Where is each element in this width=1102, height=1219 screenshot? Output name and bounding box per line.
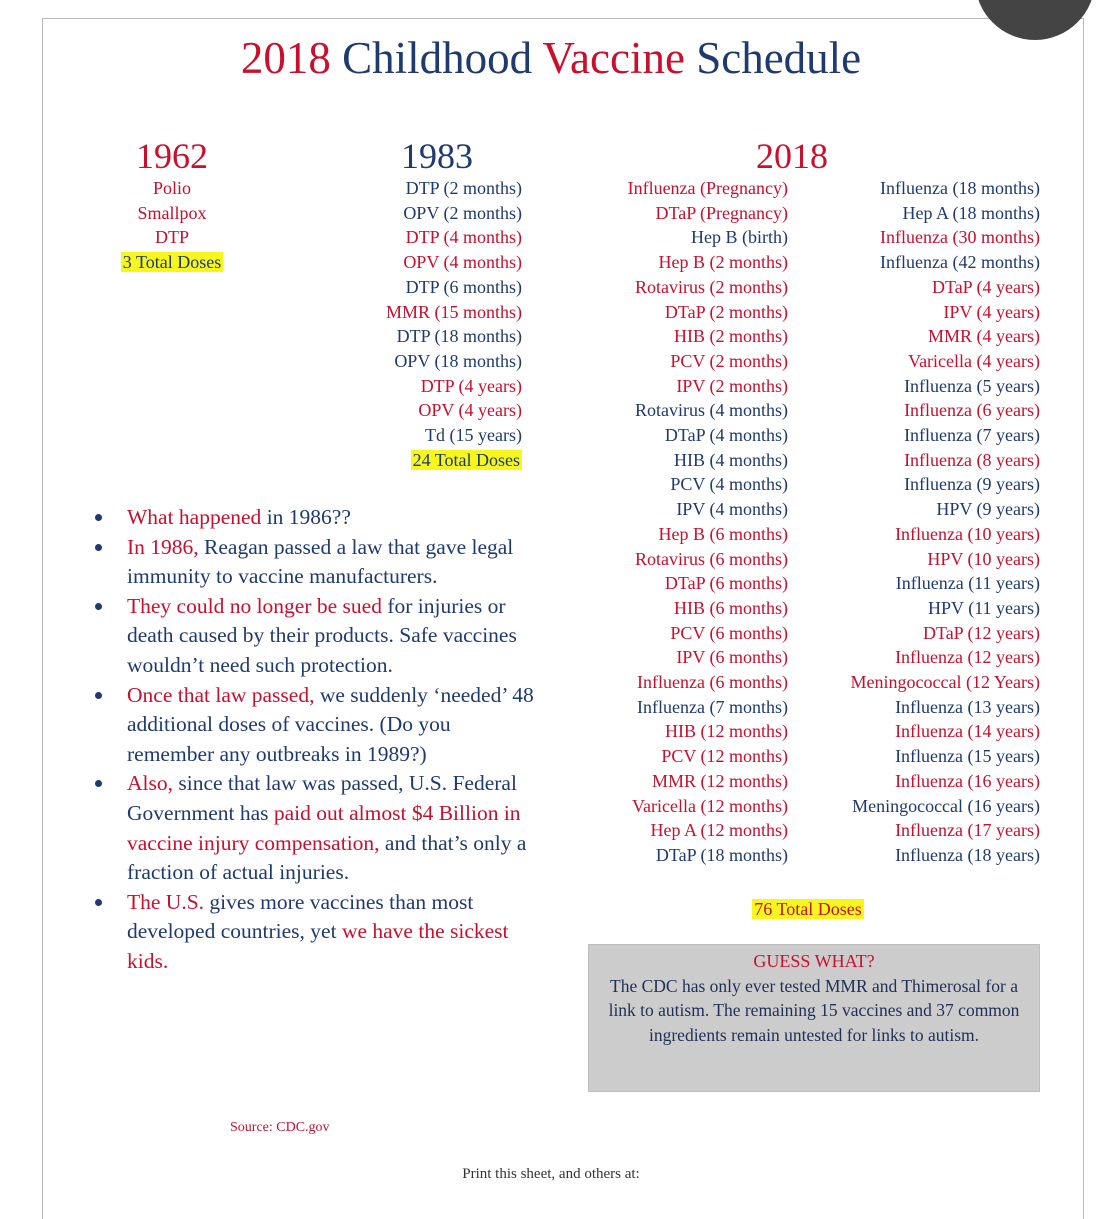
schedule-entry: Hep A (12 months) xyxy=(650,820,788,841)
column-1962 xyxy=(72,176,272,275)
schedule-entry: Meningococcal (12 Years) xyxy=(850,672,1040,693)
schedule-entry: Influenza (42 months) xyxy=(880,252,1040,273)
schedule-entry: DTaP (18 months) xyxy=(655,844,788,865)
column-2018-left xyxy=(560,176,788,868)
schedule-entry: IPV (4 years) xyxy=(943,301,1040,322)
schedule-entry: Influenza (6 months) xyxy=(637,672,788,693)
schedule-entry: DTP xyxy=(154,227,189,248)
total-row xyxy=(72,250,272,275)
bullet-item xyxy=(92,681,542,770)
guess-what-title: GUESS WHAT? xyxy=(753,951,875,971)
column-1983 xyxy=(300,176,522,472)
schedule-entry: Influenza (5 years) xyxy=(904,375,1040,396)
schedule-entry: Rotavirus (6 months) xyxy=(635,548,788,569)
schedule-entry: Influenza (18 years) xyxy=(895,844,1040,865)
bullet-text: we suddenly ‘needed’ 48 additional doses of vaccines. (Do you remember any outbreaks in 1989?) xyxy=(127,682,534,766)
bullet-text: Also, xyxy=(127,771,173,796)
schedule-entry: Influenza (7 months) xyxy=(637,696,788,717)
bullet-text: Once that law passed, xyxy=(127,682,315,707)
schedule-entry: Hep B (birth) xyxy=(691,227,788,248)
schedule-entry: DTP (18 months) xyxy=(396,326,522,347)
schedule-entry: HIB (6 months) xyxy=(674,597,788,618)
schedule-entry: DTP (6 months) xyxy=(405,276,522,297)
schedule-entry: MMR (12 months) xyxy=(651,770,788,791)
bullet-text: we have the sickest kids. xyxy=(127,919,509,973)
schedule-entry: Rotavirus (2 months) xyxy=(635,276,788,297)
bullet-item xyxy=(92,533,542,592)
schedule-entry: HPV (11 years) xyxy=(928,597,1040,618)
bullet-text: for injuries or death caused by their products. Safe vaccines wouldn’t need such protection. xyxy=(127,593,517,677)
bullet-dot-icon xyxy=(95,514,102,521)
schedule-entry: Influenza (6 years) xyxy=(904,400,1040,421)
title-part-schedule: Schedule xyxy=(696,33,862,83)
bullet-text: since that law was passed, U.S. Federal Government has xyxy=(127,771,517,825)
schedule-entry: HIB (2 months) xyxy=(674,326,788,347)
schedule-entry: Influenza (11 years) xyxy=(895,573,1040,594)
schedule-entry: OPV (4 years) xyxy=(418,400,522,421)
schedule-entry: HIB (12 months) xyxy=(665,721,788,742)
total-doses-1983: 24 Total Doses xyxy=(412,449,520,470)
bullet-item xyxy=(92,769,542,887)
title-part-year: 2018 xyxy=(240,33,331,83)
bullet-text: The U.S. xyxy=(127,889,205,914)
bullet-text: What happened xyxy=(127,505,262,529)
schedule-entry: DTaP (2 months) xyxy=(664,301,788,322)
bullet-item xyxy=(92,888,542,977)
guess-what-body: The CDC has only ever tested MMR and Thimerosal for a link to autism. The remaining 15 vaccines and 37 common ingredients remain untested for links to autism. xyxy=(608,975,1020,1045)
bullet-dot-icon xyxy=(95,603,102,610)
print-note: Print this sheet, and others at: xyxy=(462,1166,640,1182)
schedule-entry: HIB (4 months) xyxy=(674,449,788,470)
schedule-entry: OPV (4 months) xyxy=(403,252,522,273)
schedule-entry: Influenza (Pregnancy) xyxy=(627,178,788,198)
total-row xyxy=(300,448,522,473)
schedule-entry: HPV (9 years) xyxy=(936,499,1040,520)
year-heading-1983: 1983 xyxy=(401,136,473,176)
schedule-entry: DTaP (4 years) xyxy=(931,276,1040,297)
schedule-entry: OPV (18 months) xyxy=(394,350,522,371)
schedule-entry: Hep B (2 months) xyxy=(658,252,788,273)
schedule-entry: Influenza (8 years) xyxy=(904,449,1040,470)
bullet-text: They could no longer be sued xyxy=(127,593,382,618)
schedule-entry: Varicella (4 years) xyxy=(908,350,1040,371)
schedule-entry: IPV (4 months) xyxy=(676,499,788,520)
schedule-entry: Hep B (6 months) xyxy=(658,523,788,544)
schedule-entry: HPV (10 years) xyxy=(927,548,1040,569)
schedule-entry: Influenza (14 years) xyxy=(895,721,1040,742)
schedule-entry: Influenza (18 months) xyxy=(880,178,1040,198)
bullet-text: paid out almost $4 Billion in vaccine injury compensation, xyxy=(127,800,521,855)
schedule-entry: Influenza (12 years) xyxy=(895,647,1040,668)
year-heading-2018: 2018 xyxy=(756,136,828,176)
schedule-entry: Influenza (16 years) xyxy=(895,770,1040,791)
bullet-list xyxy=(92,503,542,977)
bullet-dot-icon xyxy=(95,544,102,551)
schedule-entry: Influenza (17 years) xyxy=(895,820,1040,841)
schedule-entry: Smallpox xyxy=(137,202,207,223)
schedule-entry: DTaP (12 years) xyxy=(922,622,1040,643)
schedule-entry: IPV (2 months) xyxy=(676,375,788,396)
bullet-text: In 1986, xyxy=(127,534,199,559)
total-doses-2018: 76 Total Doses xyxy=(754,899,862,919)
schedule-entry: IPV (6 months) xyxy=(676,647,788,668)
schedule-entry: OPV (2 months) xyxy=(403,202,522,223)
schedule-entry: Influenza (10 years) xyxy=(895,523,1040,544)
total-2018-row xyxy=(728,897,888,922)
schedule-entry: Influenza (13 years) xyxy=(895,696,1040,717)
schedule-entry: DTP (4 years) xyxy=(420,375,522,396)
schedule-entry: PCV (12 months) xyxy=(661,746,788,767)
bullet-text: gives more vaccines than most developed countries, yet xyxy=(127,889,474,944)
total-doses-1962: 3 Total Doses xyxy=(122,252,222,273)
schedule-entry: DTaP (Pregnancy) xyxy=(655,202,788,223)
schedule-entry: PCV (6 months) xyxy=(670,622,788,643)
column-2018-right xyxy=(800,176,1040,868)
guess-what-box xyxy=(588,944,1040,1092)
bullet-dot-icon xyxy=(95,692,102,699)
schedule-entry: DTP (4 months) xyxy=(405,227,522,248)
bullet-text: and that’s only a fraction of actual injuries. xyxy=(127,830,527,885)
schedule-entry: Hep A (18 months) xyxy=(902,202,1040,223)
schedule-entry: Meningococcal (16 years) xyxy=(852,795,1040,816)
bullet-text: Reagan passed a law that gave legal immunity to vaccine manufacturers. xyxy=(127,534,514,589)
bullet-dot-icon xyxy=(95,899,102,906)
schedule-entry: Varicella (12 months) xyxy=(632,795,788,816)
source-note: Source: CDC.gov xyxy=(230,1120,330,1135)
schedule-entry: DTP (2 months) xyxy=(405,178,522,198)
schedule-entry: Influenza (15 years) xyxy=(895,746,1040,767)
bullet-text: in 1986?? xyxy=(261,505,351,529)
schedule-entry: MMR (15 months) xyxy=(385,301,522,322)
bullet-item xyxy=(92,592,542,681)
schedule-entry: Td (15 years) xyxy=(425,425,522,446)
bullet-dot-icon xyxy=(95,780,102,787)
title-part-vaccine: Vaccine xyxy=(542,33,685,83)
schedule-entry: DTaP (6 months) xyxy=(664,573,788,594)
schedule-entry: Polio xyxy=(152,178,191,198)
schedule-entry: Rotavirus (4 months) xyxy=(635,400,788,421)
schedule-entry: PCV (4 months) xyxy=(670,474,788,495)
schedule-entry: DTaP (4 months) xyxy=(664,425,788,446)
schedule-entry: PCV (2 months) xyxy=(670,350,788,371)
schedule-entry: Influenza (30 months) xyxy=(880,227,1040,248)
schedule-entry: Influenza (7 years) xyxy=(904,425,1040,446)
schedule-entry: Influenza (9 years) xyxy=(904,474,1040,495)
bullet-item xyxy=(92,503,542,533)
year-heading-1962: 1962 xyxy=(136,136,208,176)
title-part-childhood: Childhood xyxy=(342,33,533,83)
page-title xyxy=(0,33,1102,83)
schedule-entry: MMR (4 years) xyxy=(928,326,1040,347)
